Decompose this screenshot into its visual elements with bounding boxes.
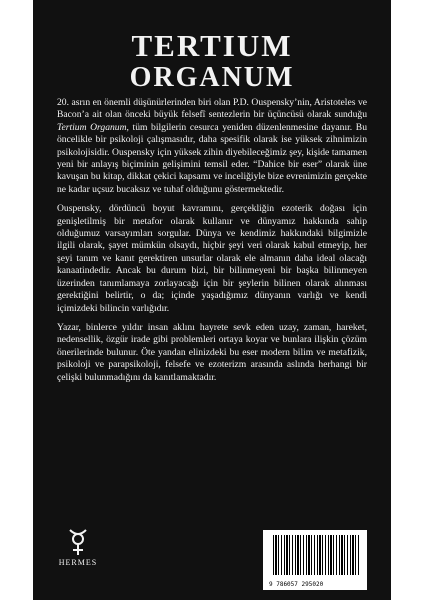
- publisher-logo: [55, 528, 101, 567]
- publisher-name: HERMES: [58, 558, 98, 567]
- title-line-2: ORGANUM: [129, 62, 295, 93]
- blurb-paragraph-1-start: 20. asrın en önemli düşünürlerinden biri olan P.D. Ouspensky’nin, Aristoteles ve Bacon’a ait olan önceki büyük felsefî sentezlerin bir üçüncüsü olarak sunduğu: [57, 97, 367, 121]
- barcode-number: 9 786057 295020: [269, 581, 324, 588]
- barcode-bars: [273, 535, 359, 575]
- blurb-paragraph-1-end: , tüm bilgilerin cesurca yeniden düzenlenmesine dayanır. Bu öncelikle bir psikoloji çalışmasıdır, daha spesifik olarak ise yüksek zihnimizin psikolojisidir. Ouspensky için yüksek zihin diyebileceğimiz şey, kişide tamamen yeni bir anlayış biçiminin gelişimini temsil eder. “Dahice bir eser” olarak üne kavuşan bu kitap, dikkat çekici kapsamı ve inceliğiyle bize evrenimizin gerçekte ne kadar uçsuz bucaksız ve tuhaf olduğunu göstermektedir.: [57, 121, 367, 195]
- book-title: [33, 30, 391, 92]
- isbn-barcode: [263, 530, 367, 590]
- blurb-text: [57, 97, 367, 391]
- blurb-paragraph-3: Yazar, binlerce yıldır insan aklını hayrete sevk eden uzay, zaman, hareket, nedensellik, özgür irade gibi problemleri ortaya koyar ve bunlara ilişkin çözüm önerilerinde bulunur. Öte yandan elinizdeki bu eser modern bilim ve metafizik, psikoloji ve parapsikoloji, felsefe ve ezoterizm arasında aslında herhangi bir çelişki bulunmadığını da kanıtlamaktadır.: [57, 321, 367, 383]
- blurb-paragraph-1: [57, 97, 367, 196]
- blurb-paragraph-2: Ouspensky, dördüncü boyut kavramını, gerçekliğin ezoterik doğası için genişletilmiş bir metafor olarak kullanır ve dünyamız hakkında sahip olduğumuz varsayımları sorgular. Dünya ve kendimiz hakkındaki bilgimizle ilgili olarak, şayet mümkün olsaydı, hiçbir şeyi veri olarak kabul etmeyip, her şeyi tanım ve kanıt gerektiren unsurlar olarak ele almanın daha ideal olacağı kanaatindedir. Ancak bu durum bizi, bir bilinmeyeni bir başka bilinmeyen üzerinden tanımlamaya zorlayacağı için bir şeylerin bilinen olarak alınması gerektiğini belirtir, o da; içinde yaşadığımız dünyanın varlığı ve kendi içimizdeki bilincin varlığıdır.: [57, 203, 367, 314]
- blurb-book-title-italic: Tertium Organum: [57, 121, 127, 133]
- title-line-1: TERTIUM: [131, 28, 293, 63]
- hermes-symbol-icon: [67, 528, 89, 556]
- back-cover: [33, 0, 391, 600]
